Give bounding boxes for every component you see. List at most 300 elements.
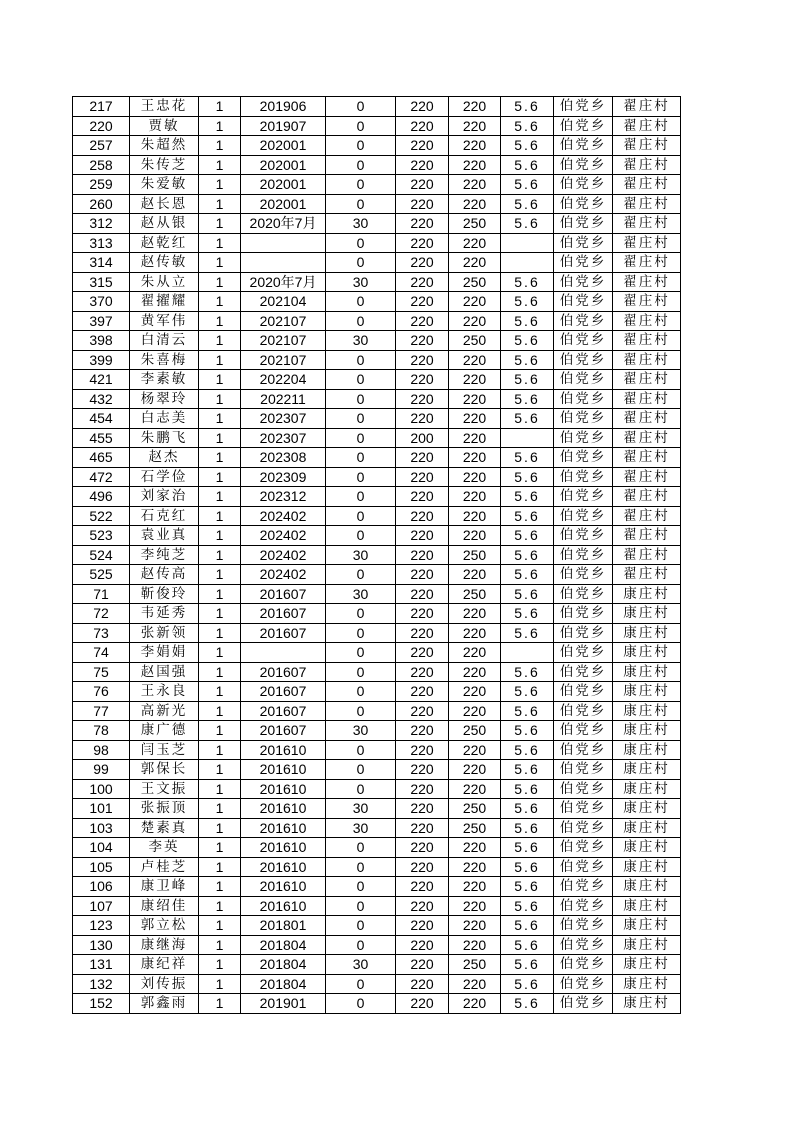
cell-total: 220 (449, 311, 501, 331)
cell-name: 石学俭 (130, 467, 199, 487)
cell-count: 1 (199, 682, 241, 702)
cell-rate: 5.6 (501, 565, 554, 585)
cell-village: 康庄村 (613, 682, 681, 702)
cell-start-date: 201607 (241, 682, 326, 702)
cell-count: 1 (199, 233, 241, 253)
cell-id: 72 (73, 604, 130, 624)
cell-start-date: 202107 (241, 311, 326, 331)
cell-extra: 0 (326, 350, 396, 370)
cell-id: 105 (73, 857, 130, 877)
cell-total: 220 (449, 565, 501, 585)
table-row (73, 136, 681, 156)
cell-village: 康庄村 (613, 916, 681, 936)
data-table (72, 96, 681, 1014)
cell-rate: 5.6 (501, 623, 554, 643)
cell-town: 伯党乡 (554, 194, 613, 214)
cell-base: 220 (396, 760, 449, 780)
table-row (73, 506, 681, 526)
cell-id: 314 (73, 253, 130, 273)
cell-extra: 0 (326, 740, 396, 760)
cell-village: 康庄村 (613, 701, 681, 721)
cell-name: 王忠花 (130, 97, 199, 117)
table-row (73, 428, 681, 448)
cell-base: 220 (396, 409, 449, 429)
cell-name: 卢桂芝 (130, 857, 199, 877)
cell-start-date: 201607 (241, 604, 326, 624)
cell-count: 1 (199, 175, 241, 195)
cell-count: 1 (199, 292, 241, 312)
cell-rate: 5.6 (501, 487, 554, 507)
cell-start-date: 201610 (241, 857, 326, 877)
cell-base: 200 (396, 428, 449, 448)
cell-total: 220 (449, 350, 501, 370)
table-row (73, 565, 681, 585)
table-row (73, 292, 681, 312)
cell-id: 77 (73, 701, 130, 721)
cell-village: 康庄村 (613, 779, 681, 799)
cell-village: 康庄村 (613, 799, 681, 819)
cell-extra: 0 (326, 194, 396, 214)
cell-extra: 0 (326, 760, 396, 780)
cell-village: 翟庄村 (613, 467, 681, 487)
cell-base: 220 (396, 350, 449, 370)
table-row (73, 662, 681, 682)
cell-count: 1 (199, 779, 241, 799)
cell-town: 伯党乡 (554, 467, 613, 487)
cell-total: 220 (449, 838, 501, 858)
cell-extra: 0 (326, 233, 396, 253)
table-row (73, 331, 681, 351)
cell-name: 赵从银 (130, 214, 199, 234)
cell-total: 220 (449, 643, 501, 663)
cell-village: 康庄村 (613, 721, 681, 741)
cell-village: 康庄村 (613, 662, 681, 682)
cell-start-date: 2020年7月 (241, 272, 326, 292)
table-row (73, 877, 681, 897)
cell-start-date: 201610 (241, 740, 326, 760)
cell-village: 翟庄村 (613, 389, 681, 409)
cell-name: 朱爱敏 (130, 175, 199, 195)
cell-total: 220 (449, 409, 501, 429)
cell-start-date: 202308 (241, 448, 326, 468)
table-row (73, 311, 681, 331)
cell-name: 朱喜梅 (130, 350, 199, 370)
cell-id: 454 (73, 409, 130, 429)
cell-count: 1 (199, 740, 241, 760)
cell-town: 伯党乡 (554, 428, 613, 448)
cell-name: 郭保长 (130, 760, 199, 780)
cell-extra: 0 (326, 896, 396, 916)
cell-town: 伯党乡 (554, 331, 613, 351)
table-row (73, 116, 681, 136)
cell-total: 220 (449, 253, 501, 273)
cell-base: 220 (396, 604, 449, 624)
cell-rate: 5.6 (501, 604, 554, 624)
cell-total: 250 (449, 331, 501, 351)
cell-extra: 0 (326, 136, 396, 156)
cell-village: 翟庄村 (613, 233, 681, 253)
cell-town: 伯党乡 (554, 818, 613, 838)
cell-total: 220 (449, 292, 501, 312)
cell-town: 伯党乡 (554, 370, 613, 390)
cell-base: 220 (396, 740, 449, 760)
cell-base: 220 (396, 311, 449, 331)
cell-name: 袁业真 (130, 526, 199, 546)
cell-total: 220 (449, 448, 501, 468)
cell-id: 524 (73, 545, 130, 565)
cell-name: 翟擢耀 (130, 292, 199, 312)
cell-total: 220 (449, 116, 501, 136)
cell-rate: 5.6 (501, 584, 554, 604)
table-row (73, 253, 681, 273)
cell-total: 220 (449, 877, 501, 897)
cell-extra: 0 (326, 467, 396, 487)
cell-town: 伯党乡 (554, 662, 613, 682)
cell-village: 翟庄村 (613, 545, 681, 565)
table-row (73, 526, 681, 546)
cell-start-date: 202001 (241, 155, 326, 175)
cell-town: 伯党乡 (554, 721, 613, 741)
cell-extra: 0 (326, 565, 396, 585)
cell-extra: 0 (326, 779, 396, 799)
cell-count: 1 (199, 253, 241, 273)
cell-extra: 0 (326, 526, 396, 546)
cell-id: 132 (73, 974, 130, 994)
cell-rate: 5.6 (501, 175, 554, 195)
cell-extra: 0 (326, 857, 396, 877)
table-row (73, 974, 681, 994)
cell-extra: 30 (326, 584, 396, 604)
cell-start-date: 201610 (241, 877, 326, 897)
cell-count: 1 (199, 896, 241, 916)
cell-count: 1 (199, 643, 241, 663)
cell-start-date: 202402 (241, 565, 326, 585)
cell-town: 伯党乡 (554, 116, 613, 136)
cell-rate: 5.6 (501, 799, 554, 819)
table-row (73, 448, 681, 468)
cell-rate: 5.6 (501, 409, 554, 429)
cell-village: 翟庄村 (613, 350, 681, 370)
cell-extra: 0 (326, 701, 396, 721)
cell-extra: 30 (326, 545, 396, 565)
cell-name: 闫玉芝 (130, 740, 199, 760)
cell-rate: 5.6 (501, 545, 554, 565)
cell-town: 伯党乡 (554, 799, 613, 819)
cell-name: 康广德 (130, 721, 199, 741)
cell-id: 397 (73, 311, 130, 331)
cell-base: 220 (396, 877, 449, 897)
cell-total: 220 (449, 896, 501, 916)
table-row (73, 467, 681, 487)
cell-town: 伯党乡 (554, 311, 613, 331)
cell-town: 伯党乡 (554, 838, 613, 858)
table-body (73, 97, 681, 1014)
cell-id: 123 (73, 916, 130, 936)
cell-count: 1 (199, 136, 241, 156)
cell-total: 220 (449, 779, 501, 799)
cell-total: 220 (449, 370, 501, 390)
cell-name: 黄军伟 (130, 311, 199, 331)
cell-total: 220 (449, 526, 501, 546)
table-row (73, 721, 681, 741)
cell-extra: 0 (326, 175, 396, 195)
cell-village: 翟庄村 (613, 370, 681, 390)
cell-extra: 0 (326, 623, 396, 643)
cell-name: 白志美 (130, 409, 199, 429)
cell-id: 71 (73, 584, 130, 604)
cell-start-date: 202001 (241, 194, 326, 214)
cell-town: 伯党乡 (554, 175, 613, 195)
cell-id: 130 (73, 935, 130, 955)
cell-count: 1 (199, 487, 241, 507)
cell-id: 522 (73, 506, 130, 526)
cell-total: 220 (449, 760, 501, 780)
cell-name: 康卫峰 (130, 877, 199, 897)
cell-start-date: 2020年7月 (241, 214, 326, 234)
cell-village: 康庄村 (613, 818, 681, 838)
cell-name: 韦延秀 (130, 604, 199, 624)
cell-rate: 5.6 (501, 116, 554, 136)
cell-extra: 0 (326, 838, 396, 858)
cell-extra: 0 (326, 409, 396, 429)
cell-total: 220 (449, 994, 501, 1014)
cell-name: 赵杰 (130, 448, 199, 468)
cell-name: 李娟娟 (130, 643, 199, 663)
cell-rate: 5.6 (501, 292, 554, 312)
cell-village: 翟庄村 (613, 155, 681, 175)
table-row (73, 760, 681, 780)
cell-rate: 5.6 (501, 955, 554, 975)
cell-total: 220 (449, 97, 501, 117)
cell-extra: 0 (326, 604, 396, 624)
cell-extra: 0 (326, 311, 396, 331)
cell-count: 1 (199, 818, 241, 838)
cell-rate: 5.6 (501, 740, 554, 760)
cell-total: 220 (449, 175, 501, 195)
cell-town: 伯党乡 (554, 974, 613, 994)
cell-total: 220 (449, 740, 501, 760)
cell-town: 伯党乡 (554, 487, 613, 507)
cell-town: 伯党乡 (554, 916, 613, 936)
cell-village: 翟庄村 (613, 97, 681, 117)
cell-start-date: 201607 (241, 662, 326, 682)
cell-count: 1 (199, 194, 241, 214)
table-row (73, 233, 681, 253)
cell-total: 220 (449, 467, 501, 487)
cell-rate: 5.6 (501, 389, 554, 409)
cell-start-date: 201607 (241, 584, 326, 604)
cell-id: 259 (73, 175, 130, 195)
cell-id: 100 (73, 779, 130, 799)
cell-town: 伯党乡 (554, 214, 613, 234)
cell-rate (501, 428, 554, 448)
cell-name: 杨翠玲 (130, 389, 199, 409)
cell-count: 1 (199, 701, 241, 721)
cell-village: 康庄村 (613, 584, 681, 604)
cell-town: 伯党乡 (554, 643, 613, 663)
cell-town: 伯党乡 (554, 994, 613, 1014)
cell-start-date: 202211 (241, 389, 326, 409)
cell-base: 220 (396, 623, 449, 643)
cell-id: 398 (73, 331, 130, 351)
cell-count: 1 (199, 97, 241, 117)
cell-base: 220 (396, 643, 449, 663)
cell-id: 104 (73, 838, 130, 858)
cell-base: 220 (396, 526, 449, 546)
cell-village: 康庄村 (613, 760, 681, 780)
cell-total: 250 (449, 545, 501, 565)
cell-id: 152 (73, 994, 130, 1014)
cell-id: 312 (73, 214, 130, 234)
cell-extra: 0 (326, 643, 396, 663)
cell-rate: 5.6 (501, 916, 554, 936)
cell-extra: 0 (326, 428, 396, 448)
cell-rate: 5.6 (501, 526, 554, 546)
cell-total: 220 (449, 916, 501, 936)
cell-count: 1 (199, 350, 241, 370)
cell-rate: 5.6 (501, 662, 554, 682)
cell-total: 250 (449, 818, 501, 838)
cell-total: 250 (449, 214, 501, 234)
cell-rate: 5.6 (501, 155, 554, 175)
cell-id: 472 (73, 467, 130, 487)
cell-village: 翟庄村 (613, 428, 681, 448)
table-row (73, 896, 681, 916)
cell-extra: 30 (326, 214, 396, 234)
table-row (73, 935, 681, 955)
cell-name: 康继海 (130, 935, 199, 955)
cell-rate: 5.6 (501, 682, 554, 702)
table-row (73, 604, 681, 624)
cell-start-date: 202104 (241, 292, 326, 312)
cell-base: 220 (396, 779, 449, 799)
cell-extra: 30 (326, 721, 396, 741)
cell-base: 220 (396, 896, 449, 916)
cell-id: 455 (73, 428, 130, 448)
cell-id: 432 (73, 389, 130, 409)
cell-village: 康庄村 (613, 935, 681, 955)
table-row (73, 194, 681, 214)
cell-town: 伯党乡 (554, 896, 613, 916)
cell-village: 翟庄村 (613, 526, 681, 546)
cell-base: 220 (396, 662, 449, 682)
table-row (73, 214, 681, 234)
cell-base: 220 (396, 682, 449, 702)
cell-start-date: 201610 (241, 896, 326, 916)
table-row (73, 818, 681, 838)
cell-town: 伯党乡 (554, 253, 613, 273)
cell-start-date: 201610 (241, 818, 326, 838)
cell-town: 伯党乡 (554, 448, 613, 468)
cell-extra: 0 (326, 389, 396, 409)
table-row (73, 389, 681, 409)
cell-id: 103 (73, 818, 130, 838)
cell-total: 220 (449, 604, 501, 624)
cell-town: 伯党乡 (554, 97, 613, 117)
cell-id: 74 (73, 643, 130, 663)
cell-base: 220 (396, 272, 449, 292)
cell-name: 赵长恩 (130, 194, 199, 214)
cell-total: 220 (449, 974, 501, 994)
cell-rate: 5.6 (501, 779, 554, 799)
cell-base: 220 (396, 565, 449, 585)
cell-rate: 5.6 (501, 448, 554, 468)
cell-rate: 5.6 (501, 838, 554, 858)
cell-count: 1 (199, 994, 241, 1014)
cell-id: 220 (73, 116, 130, 136)
cell-start-date: 201804 (241, 974, 326, 994)
cell-town: 伯党乡 (554, 545, 613, 565)
cell-village: 翟庄村 (613, 272, 681, 292)
cell-id: 98 (73, 740, 130, 760)
cell-base: 220 (396, 214, 449, 234)
cell-total: 220 (449, 487, 501, 507)
cell-total: 220 (449, 857, 501, 877)
cell-id: 78 (73, 721, 130, 741)
cell-name: 康绍佳 (130, 896, 199, 916)
cell-rate: 5.6 (501, 467, 554, 487)
cell-id: 496 (73, 487, 130, 507)
cell-count: 1 (199, 272, 241, 292)
cell-town: 伯党乡 (554, 779, 613, 799)
cell-village: 康庄村 (613, 740, 681, 760)
table-row (73, 955, 681, 975)
table-row (73, 799, 681, 819)
cell-village: 翟庄村 (613, 331, 681, 351)
cell-start-date: 201607 (241, 623, 326, 643)
cell-start-date: 202001 (241, 136, 326, 156)
cell-name: 白清云 (130, 331, 199, 351)
cell-name: 高新光 (130, 701, 199, 721)
cell-count: 1 (199, 311, 241, 331)
cell-town: 伯党乡 (554, 584, 613, 604)
cell-id: 76 (73, 682, 130, 702)
cell-extra: 0 (326, 974, 396, 994)
cell-start-date: 202402 (241, 526, 326, 546)
cell-id: 465 (73, 448, 130, 468)
cell-base: 220 (396, 389, 449, 409)
cell-town: 伯党乡 (554, 701, 613, 721)
cell-id: 421 (73, 370, 130, 390)
cell-name: 赵传敏 (130, 253, 199, 273)
cell-total: 250 (449, 584, 501, 604)
cell-village: 翟庄村 (613, 214, 681, 234)
cell-extra: 0 (326, 448, 396, 468)
cell-start-date (241, 643, 326, 663)
cell-rate: 5.6 (501, 701, 554, 721)
cell-rate: 5.6 (501, 97, 554, 117)
cell-extra: 0 (326, 506, 396, 526)
table-row (73, 682, 681, 702)
cell-village: 翟庄村 (613, 292, 681, 312)
cell-id: 217 (73, 97, 130, 117)
cell-village: 康庄村 (613, 643, 681, 663)
cell-village: 翟庄村 (613, 506, 681, 526)
cell-extra: 30 (326, 818, 396, 838)
cell-base: 220 (396, 116, 449, 136)
cell-extra: 0 (326, 935, 396, 955)
cell-id: 258 (73, 155, 130, 175)
table-row (73, 838, 681, 858)
cell-rate: 5.6 (501, 935, 554, 955)
cell-rate (501, 233, 554, 253)
table-row (73, 370, 681, 390)
cell-start-date (241, 253, 326, 273)
cell-count: 1 (199, 526, 241, 546)
cell-base: 220 (396, 233, 449, 253)
cell-id: 131 (73, 955, 130, 975)
table-row (73, 740, 681, 760)
